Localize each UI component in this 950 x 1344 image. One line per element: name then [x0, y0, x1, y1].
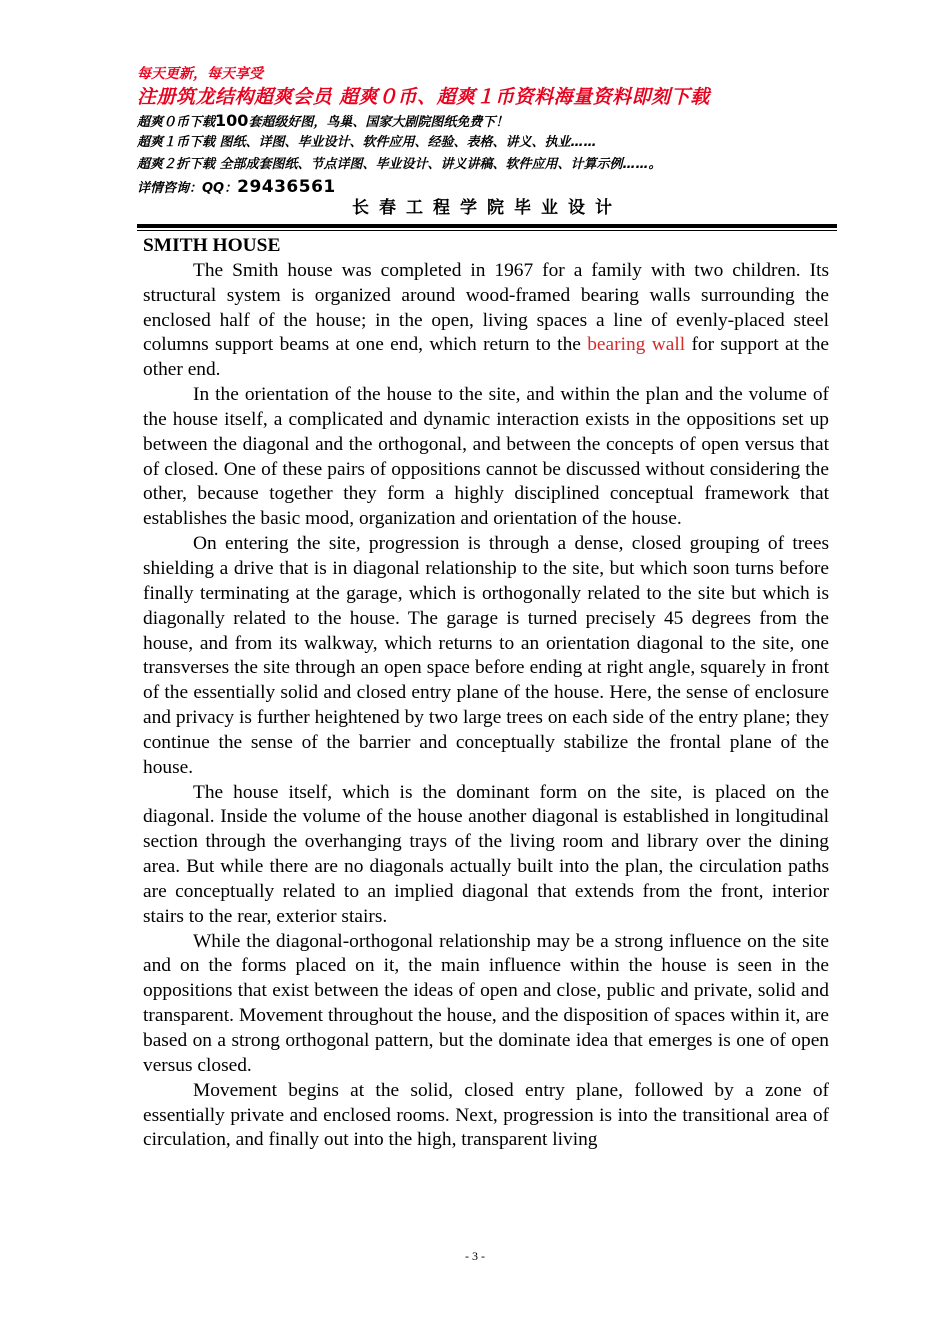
section-title: SMITH HOUSE [143, 235, 281, 256]
paragraph-1-text-a: The Smith house was completed in 1967 for a family with two children. Its structural system is organized around wood-framed bearing walls surrounding the enclosed half of the house; in the open, living spaces a line of evenly-placed steel columns support beams at one end, which return to the [143, 259, 829, 356]
paragraph-5: While the diagonal-orthogonal relationship may be a strong influence on the site and on the forms placed on it, the main influence within the house is seen in the oppositions that exist between the ideas of open and close, public and private, solid and transparent. Movement throughout the house, and the disposition of spaces within it, are based on a strong orthogonal pattern, but the dominate idea that emerges is one of open versus closed. [143, 930, 829, 1076]
document-body [143, 234, 829, 1153]
paragraph-1-text-b: for support at the other end. [143, 334, 829, 381]
header-rule-thin [137, 230, 837, 231]
paragraph-6: Movement begins at the solid, closed entry plane, followed by a zone of essentially private and enclosed rooms. Next, progression is into the transitional area of circulation, and finally out into the high, transparent living [143, 1079, 829, 1151]
paragraph-4: The house itself, which is the dominant form on the site, is placed on the diagonal. Inside the volume of the house another diagonal is established in longitudinal section through the overhanging trays of the living room and library over the dining area. But while there are no diagonals actually built into the plan, the circulation paths are conceptually related to an implied diagonal that extends from the front, interior stairs to the rear, exterior stairs. [143, 781, 829, 927]
banner-offer-1-count: 100 [215, 111, 249, 130]
banner-contact [137, 176, 837, 198]
banner-offer-1-suffix: 套超级好图，鸟巢、国家大剧院图纸免费下！ [248, 115, 509, 130]
banner-offer-line-1 [137, 110, 837, 132]
banner-headline-link[interactable]: 注册筑龙结构超爽会员 超爽０币、超爽１币资料海量资料即刻下载 [137, 86, 710, 108]
download-banner [137, 64, 837, 198]
banner-offer-line-3: 超爽２折下载 全部成套图纸、节点详图、毕业设计、讲义讲稿、软件应用、计算示例……。 [137, 157, 662, 172]
school-header: 长春工程学院毕业设计 [352, 198, 622, 218]
banner-qq-number: 29436561 [237, 177, 336, 197]
banner-offer-line-2: 超爽１币下载 图纸、详图、毕业设计、软件应用、经验、表格、讲义、执业…… [137, 135, 597, 150]
bearing-wall-link[interactable]: bearing wall [587, 334, 686, 356]
paragraph-1 [143, 259, 829, 383]
banner-tagline: 每天更新，每天享受 [137, 66, 263, 82]
page-number: - 3 - [465, 1249, 485, 1263]
paragraph-3: On entering the site, progression is through a dense, closed grouping of trees shielding a drive that is in diagonal relationship to the site, but which soon turns before finally terminating at the garage, which is orthogonally related to the site but which is diagonally related to the house. The garage is turned precisely 45 degrees from the house, and from its walkway, which returns to an orientation diagonal to the site, one transverses the site through an open space before ending at right angle, squarely in front of the essentially solid and closed entry plane of the house. Here, the sense of enclosure and privacy is further heightened by two large trees on each side of the entry plane; they continue the sense of the barrier and conceptually stabilize the frontal plane of the house. [143, 533, 829, 778]
banner-contact-label: 详情咨询：QQ： [137, 181, 238, 196]
paragraph-2: In the orientation of the house to the site, and within the plan and the volume of the house itself, a complicated and dynamic interaction exists in the oppositions set up between the diagonal and the orthogonal, and between the concepts of open versus that of closed. One of these pairs of oppositions cannot be discussed without considering the other, because together they form a highly disciplined conceptual framework that establishes the basic mood, organization and orientation of the house. [143, 384, 829, 530]
banner-offer-1-prefix: 超爽０币下载 [137, 115, 216, 130]
header-rule-thick [137, 224, 837, 228]
